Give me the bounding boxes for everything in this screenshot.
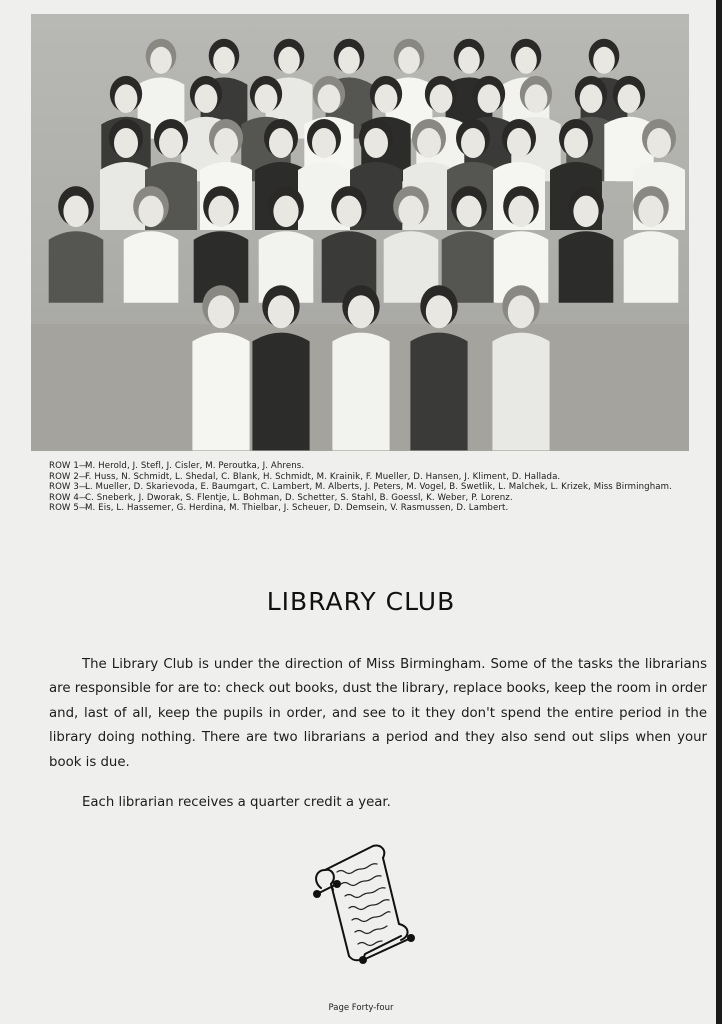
caption-row-names: M. Eis, L. Hassemer, G. Herdina, M. Thielbar, J. Scheuer, D. Demsein, V. Rasmussen, D. Lambert. — [85, 503, 509, 514]
caption-row-names: C. Sneberk, J. Dworak, S. Flentje, L. Bohman, D. Schetter, S. Stahl, B. Goessl, K. Weber, P. Lorenz. — [85, 492, 513, 503]
caption-row-names: F. Huss, N. Schmidt, L. Shedal, C. Blank, H. Schmidt, M. Krainik, F. Mueller, D. Hansen, J. Kliment, D. Hallada. — [85, 471, 561, 482]
caption-row-3 — [49, 482, 689, 493]
scroll-icon — [303, 840, 415, 966]
caption-row-4 — [49, 493, 689, 504]
group-photo — [31, 14, 689, 451]
caption-row-2 — [49, 472, 689, 483]
page-edge-shadow — [716, 0, 722, 1024]
scroll-icon-drawing — [303, 840, 415, 966]
group-photo-illustration — [31, 14, 689, 451]
page-title: LIBRARY CLUB — [266, 587, 456, 616]
caption-row-label: ROW 2— — [49, 471, 88, 482]
caption-row-names: M. Herold, J. Stefl, J. Cisler, M. Peroutka, J. Ahrens. — [85, 461, 305, 471]
body-paragraph-2: Each librarian receives a quarter credit a year. — [82, 795, 391, 811]
caption-row-label: ROW 4— — [49, 492, 88, 503]
article-body — [49, 653, 707, 815]
page-number: Page Forty-four — [328, 1003, 394, 1013]
photo-caption — [49, 461, 689, 514]
caption-row-label: ROW 1— — [49, 461, 88, 471]
caption-row-1 — [49, 461, 689, 472]
caption-row-names: L. Mueller, D. Skarievoda, E. Baumgart, C. Lambert, M. Alberts, J. Peters, M. Vogel, B. Swetlik, L. Malchek, L. Krizek, Miss Birmingham. — [85, 482, 672, 493]
body-paragraph-1: The Library Club is under the direction of Miss Birmingham. Some of the tasks the librarians are responsible for are to: check out books, dust the library, replace books, keep the room in order and, last of all, keep the pupils in order, and see to it they don't spend the entire period in the library doing nothing. There are two librarians a period and they also send out slips when your book is due. — [49, 657, 707, 770]
caption-row-5 — [49, 503, 689, 514]
caption-row-label: ROW 5— — [49, 503, 88, 514]
caption-row-label: ROW 3— — [49, 482, 88, 493]
